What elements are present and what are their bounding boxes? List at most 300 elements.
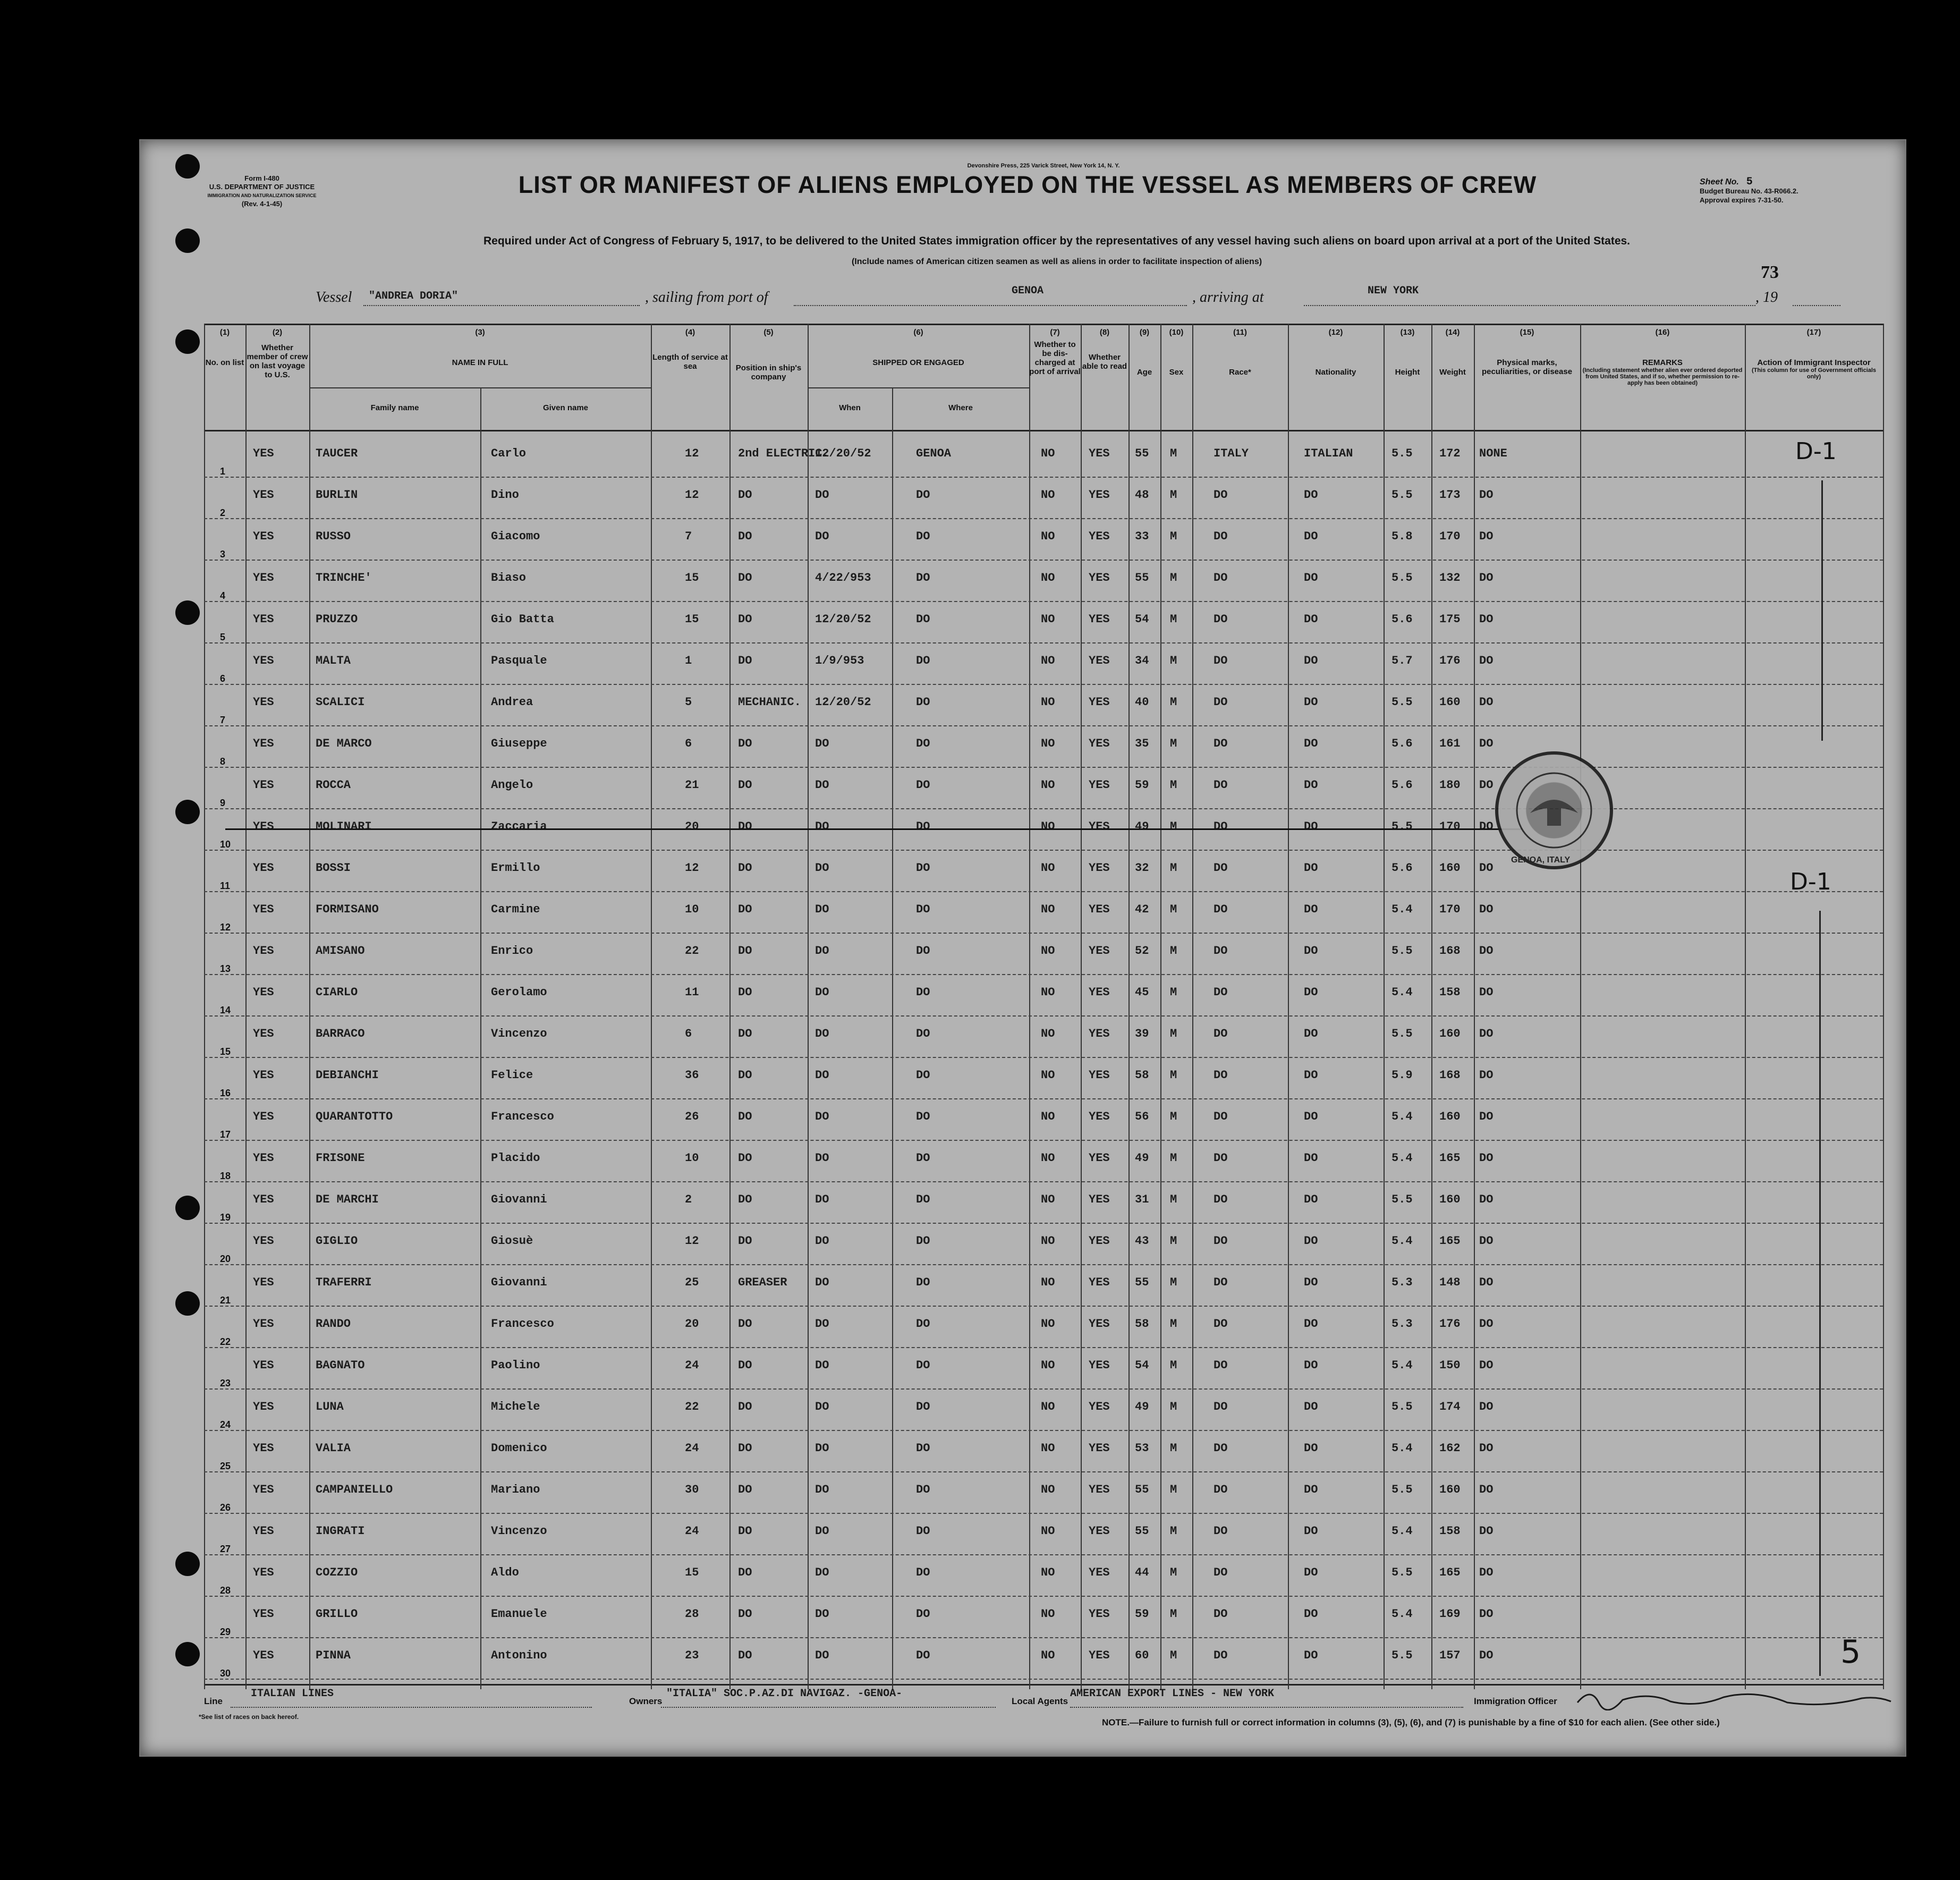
height-cell: 5.7 (1391, 654, 1413, 667)
nationality-cell: DO (1304, 820, 1318, 833)
race-cell: DO (1214, 986, 1228, 999)
position-cell: DO (738, 778, 752, 792)
where-cell: DO (916, 778, 930, 792)
position-cell: DO (738, 1069, 752, 1082)
table-row (204, 808, 1883, 850)
line-value: ITALIAN LINES (251, 1688, 334, 1700)
line-label: Line (204, 1696, 223, 1706)
table-row (204, 891, 1883, 933)
age-cell: 55 (1135, 571, 1149, 585)
weight-cell: 165 (1439, 1234, 1461, 1248)
when-cell: DO (815, 1234, 829, 1248)
when-cell: DO (815, 737, 829, 750)
given-name-cell: Vincenzo (491, 1027, 547, 1040)
sex-cell: M (1170, 1276, 1177, 1289)
race-cell: DO (1214, 1525, 1228, 1538)
table-row (204, 1015, 1883, 1057)
sex-cell: M (1170, 1317, 1177, 1331)
discharged-cell: NO (1041, 944, 1055, 958)
col2-header: (2) Whether member of crew on last voyage to U.S. (247, 328, 308, 379)
marks-cell: DO (1479, 1027, 1494, 1040)
crew-cell: YES (253, 861, 274, 875)
service-cell: 1 (685, 654, 692, 667)
position-cell: DO (738, 1359, 752, 1372)
marks-cell: DO (1479, 1317, 1494, 1331)
where-cell: DO (916, 571, 930, 585)
where-cell: DO (916, 1525, 930, 1538)
read-cell: YES (1089, 820, 1110, 833)
table-row (204, 477, 1883, 518)
family-name-cell: DEBIANCHI (316, 1069, 379, 1082)
read-cell: YES (1089, 1607, 1110, 1621)
table-row (204, 1098, 1883, 1140)
col17-header: (17) Action of Immigrant Inspector (This column for use of Government officials only) (1751, 328, 1877, 380)
weight-cell: 158 (1439, 1525, 1461, 1538)
col3-header: (3) NAME IN FULL (452, 328, 508, 367)
where-cell: DO (916, 820, 930, 833)
weight-cell: 175 (1439, 613, 1461, 626)
service-cell: 24 (685, 1442, 699, 1455)
sex-cell: M (1170, 820, 1177, 833)
discharged-cell: NO (1041, 1193, 1055, 1206)
punch-hole (175, 600, 200, 625)
service-cell: 24 (685, 1525, 699, 1538)
read-cell: YES (1089, 1317, 1110, 1331)
eagle-seal-icon (1498, 755, 1610, 866)
table-row (204, 1513, 1883, 1554)
discharged-cell: NO (1041, 654, 1055, 667)
age-cell: 34 (1135, 654, 1149, 667)
family-name-cell: GIGLIO (316, 1234, 358, 1248)
race-cell: DO (1214, 737, 1228, 750)
age-cell: 58 (1135, 1317, 1149, 1331)
when-cell: 12/20/52 (815, 613, 871, 626)
weight-cell: 132 (1439, 571, 1461, 585)
crew-cell: YES (253, 696, 274, 709)
when-cell: DO (815, 1276, 829, 1289)
read-cell: YES (1089, 1069, 1110, 1082)
when-cell: 12/20/52 (815, 447, 871, 460)
given-name-cell: Emanuele (491, 1607, 547, 1621)
discharged-cell: NO (1041, 903, 1055, 916)
table-row (204, 518, 1883, 560)
manifest-page (139, 139, 1906, 1757)
given-name-cell: Gerolamo (491, 986, 547, 999)
crew-cell: YES (253, 1193, 274, 1206)
nationality-cell: DO (1304, 1649, 1318, 1662)
marks-cell: DO (1479, 1234, 1494, 1248)
col16-header: (16) REMARKS (Including statement whether alien ever ordered deported from United States, and if so, whether permission to re-apply has been obtained) (1582, 328, 1743, 386)
when-cell: DO (815, 1649, 829, 1662)
position-cell: DO (738, 1525, 752, 1538)
row-number: 2 (220, 507, 226, 518)
inclusion-note: (Include names of American citizen seamen as well as aliens in order to facilitate inspection of aliens) (851, 257, 1262, 266)
given-name-cell: Francesco (491, 1110, 554, 1123)
owners-label: Owners (629, 1696, 663, 1706)
height-cell: 5.5 (1391, 488, 1413, 502)
crew-cell: YES (253, 1027, 274, 1040)
marks-cell: DO (1479, 1359, 1494, 1372)
race-cell: DO (1214, 903, 1228, 916)
weight-cell: 161 (1439, 737, 1461, 750)
where-cell: DO (916, 1442, 930, 1455)
read-cell: YES (1089, 696, 1110, 709)
read-cell: YES (1089, 1649, 1110, 1662)
sex-cell: M (1170, 903, 1177, 916)
family-name-cell: MALTA (316, 654, 351, 667)
nationality-cell: DO (1304, 696, 1318, 709)
row-number: 28 (220, 1585, 231, 1596)
where-cell: DO (916, 1151, 930, 1165)
discharged-cell: NO (1041, 778, 1055, 792)
when-cell: DO (815, 488, 829, 502)
height-cell: 5.5 (1391, 1027, 1413, 1040)
arriving-label: , arriving at (1192, 289, 1264, 306)
family-name-cell: AMISANO (316, 944, 365, 958)
position-cell: DO (738, 654, 752, 667)
height-cell: 5.3 (1391, 1276, 1413, 1289)
service-cell: 24 (685, 1359, 699, 1372)
where-cell: DO (916, 613, 930, 626)
form-identification (196, 174, 328, 208)
weight-cell: 173 (1439, 488, 1461, 502)
sex-cell: M (1170, 654, 1177, 667)
service-cell: 30 (685, 1483, 699, 1496)
nationality-cell: DO (1304, 944, 1318, 958)
family-name-cell: FORMISANO (316, 903, 379, 916)
sex-cell: M (1170, 1525, 1177, 1538)
given-name-cell: Paolino (491, 1359, 540, 1372)
family-name-cell: PINNA (316, 1649, 351, 1662)
where-cell: DO (916, 1027, 930, 1040)
family-name-cell: BARRACO (316, 1027, 365, 1040)
nationality-cell: ITALIAN (1304, 447, 1353, 460)
given-name-cell: Placido (491, 1151, 540, 1165)
position-cell: DO (738, 1193, 752, 1206)
nationality-cell: DO (1304, 1359, 1318, 1372)
discharged-cell: NO (1041, 1151, 1055, 1165)
service-cell: 20 (685, 820, 699, 833)
crew-cell: YES (253, 778, 274, 792)
agents-label: Local Agents (1012, 1696, 1068, 1706)
bracket-line-bottom (1819, 911, 1821, 1676)
family-name-cell: PRUZZO (316, 613, 358, 626)
marks-cell: DO (1479, 696, 1494, 709)
service-cell: 12 (685, 861, 699, 875)
given-name-cell: Gio Batta (491, 613, 554, 626)
sex-cell: M (1170, 1069, 1177, 1082)
discharged-cell: NO (1041, 1483, 1055, 1496)
discharged-cell: NO (1041, 986, 1055, 999)
nationality-cell: DO (1304, 1151, 1318, 1165)
position-cell: DO (738, 1027, 752, 1040)
service-cell: 26 (685, 1110, 699, 1123)
age-cell: 40 (1135, 696, 1149, 709)
weight-cell: 160 (1439, 1193, 1461, 1206)
weight-cell: 169 (1439, 1607, 1461, 1621)
row-number: 23 (220, 1378, 231, 1388)
punch-hole (175, 228, 200, 253)
row-number: 12 (220, 922, 231, 933)
service-cell: 25 (685, 1276, 699, 1289)
read-cell: YES (1089, 447, 1110, 460)
nationality-cell: DO (1304, 1442, 1318, 1455)
nationality-cell: DO (1304, 530, 1318, 543)
position-cell: DO (738, 1649, 752, 1662)
row-number: 9 (220, 798, 226, 808)
given-name-cell: Andrea (491, 696, 533, 709)
sex-cell: M (1170, 737, 1177, 750)
marks-cell: DO (1479, 1069, 1494, 1082)
read-cell: YES (1089, 903, 1110, 916)
weight-cell: 150 (1439, 1359, 1461, 1372)
given-name-cell: Antonino (491, 1649, 547, 1662)
row-number: 1 (220, 466, 226, 477)
given-name-cell: Giosuè (491, 1234, 533, 1248)
service-cell: 12 (685, 488, 699, 502)
family-name-cell: RUSSO (316, 530, 351, 543)
weight-cell: 162 (1439, 1442, 1461, 1455)
sex-cell: M (1170, 1400, 1177, 1413)
table-row (204, 601, 1883, 642)
punch-hole (175, 329, 200, 354)
read-cell: YES (1089, 1442, 1110, 1455)
position-cell: DO (738, 986, 752, 999)
read-cell: YES (1089, 530, 1110, 543)
age-cell: 44 (1135, 1566, 1149, 1579)
discharged-cell: NO (1041, 1317, 1055, 1331)
handwritten-page-number: 73 (1761, 262, 1779, 282)
discharged-cell: NO (1041, 1110, 1055, 1123)
nationality-cell: DO (1304, 571, 1318, 585)
where-cell: DO (916, 654, 930, 667)
weight-cell: 160 (1439, 1110, 1461, 1123)
family-name-cell: BOSSI (316, 861, 351, 875)
table-row (204, 933, 1883, 974)
service-cell: 22 (685, 1400, 699, 1413)
family-name-cell: BURLIN (316, 488, 358, 502)
sex-cell: M (1170, 1027, 1177, 1040)
read-cell: YES (1089, 1525, 1110, 1538)
sheet-info (1700, 177, 1891, 205)
legal-requirement: Required under Act of Congress of February 5, 1917, to be delivered to the United States immigration officer by the representatives of any vessel having such aliens on board upon arrival at a port of the United States. (483, 235, 1631, 247)
discharged-cell: NO (1041, 1607, 1055, 1621)
when-cell: DO (815, 820, 829, 833)
age-cell: 54 (1135, 1359, 1149, 1372)
crew-cell: YES (253, 1525, 274, 1538)
given-name-cell: Francesco (491, 1317, 554, 1331)
marks-cell: DO (1479, 737, 1494, 750)
col11-header: (11) Race* (1229, 328, 1251, 377)
given-name-cell: Ermillo (491, 861, 540, 875)
marks-cell: DO (1479, 1566, 1494, 1579)
col5-header: (5) Position in ship's company (735, 328, 802, 382)
table-row (204, 1554, 1883, 1596)
read-cell: YES (1089, 571, 1110, 585)
height-cell: 5.5 (1391, 1400, 1413, 1413)
family-name-cell: TRAFERRI (316, 1276, 372, 1289)
table-row (204, 684, 1883, 725)
weight-cell: 160 (1439, 861, 1461, 875)
family-name-cell: CAMPANIELLO (316, 1483, 393, 1496)
when-cell: DO (815, 1317, 829, 1331)
budget-bureau: Budget Bureau No. 43-R066.2. (1700, 187, 1798, 195)
height-cell: 5.4 (1391, 1234, 1413, 1248)
height-cell: 5.8 (1391, 530, 1413, 543)
sex-cell: M (1170, 1442, 1177, 1455)
row-number: 14 (220, 1005, 231, 1015)
crew-cell: YES (253, 571, 274, 585)
race-cell: DO (1214, 1234, 1228, 1248)
given-name-cell: Carlo (491, 447, 527, 460)
nationality-cell: DO (1304, 1566, 1318, 1579)
race-cell: DO (1214, 1151, 1228, 1165)
sex-cell: M (1170, 1110, 1177, 1123)
col4-header: (4) Length of service at sea (652, 328, 728, 371)
race-cell: DO (1214, 1566, 1228, 1579)
weight-cell: 176 (1439, 654, 1461, 667)
where-cell: DO (916, 1566, 930, 1579)
read-cell: YES (1089, 488, 1110, 502)
service-cell: 21 (685, 778, 699, 792)
position-cell: DO (738, 1483, 752, 1496)
nationality-cell: DO (1304, 1276, 1318, 1289)
service-cell: 28 (685, 1607, 699, 1621)
height-cell: 5.6 (1391, 778, 1413, 792)
when-cell: 4/22/953 (815, 571, 871, 585)
family-name-cell: TAUCER (316, 447, 358, 460)
crew-cell: YES (253, 1359, 274, 1372)
sex-cell: M (1170, 488, 1177, 502)
given-name-cell: Carmine (491, 903, 540, 916)
read-cell: YES (1089, 1193, 1110, 1206)
nationality-cell: DO (1304, 654, 1318, 667)
col7-header: (7) Whether to be dis-charged at port of arrival (1029, 328, 1081, 376)
row-number: 27 (220, 1544, 231, 1554)
where-cell: DO (916, 696, 930, 709)
service-cell: 6 (685, 1027, 692, 1040)
row-number: 29 (220, 1627, 231, 1637)
family-name-cell: COZZIO (316, 1566, 358, 1579)
when-cell: DO (815, 903, 829, 916)
marks-cell: DO (1479, 1525, 1494, 1538)
family-name-cell: FRISONE (316, 1151, 365, 1165)
col1-header: (1) No. on list (205, 328, 244, 367)
sheet-number: 5 (1746, 176, 1753, 188)
given-name-cell: Giuseppe (491, 737, 547, 750)
nationality-cell: DO (1304, 1193, 1318, 1206)
crew-cell: YES (253, 1607, 274, 1621)
position-cell: DO (738, 488, 752, 502)
crew-cell: YES (253, 1110, 274, 1123)
position-cell: DO (738, 1566, 752, 1579)
height-cell: 5.5 (1391, 1649, 1413, 1662)
where-cell: DO (916, 1317, 930, 1331)
height-cell: 5.6 (1391, 861, 1413, 875)
discharged-cell: NO (1041, 1400, 1055, 1413)
bracket-line-top (1821, 480, 1823, 741)
row-number: 16 (220, 1088, 231, 1098)
age-cell: 55 (1135, 447, 1149, 460)
sex-cell: M (1170, 696, 1177, 709)
service-cell: 22 (685, 944, 699, 958)
where-cell: DO (916, 737, 930, 750)
discharged-cell: NO (1041, 613, 1055, 626)
handwritten-d1-top: D-1 (1795, 438, 1837, 465)
row-number: 20 (220, 1254, 231, 1264)
given-name-cell: Pasquale (491, 654, 547, 667)
table-row (204, 1306, 1883, 1347)
height-cell: 5.5 (1391, 571, 1413, 585)
position-cell: GREASER (738, 1276, 787, 1289)
family-name-cell: VALIA (316, 1442, 351, 1455)
age-cell: 31 (1135, 1193, 1149, 1206)
weight-cell: 168 (1439, 944, 1461, 958)
nationality-cell: DO (1304, 613, 1318, 626)
table-row (204, 974, 1883, 1015)
read-cell: YES (1089, 986, 1110, 999)
given-name-cell: Giovanni (491, 1276, 547, 1289)
discharged-cell: NO (1041, 488, 1055, 502)
service-cell: 15 (685, 571, 699, 585)
table-row (204, 1057, 1883, 1098)
service-cell: 10 (685, 903, 699, 916)
crew-cell: YES (253, 613, 274, 626)
officer-label: Immigration Officer (1474, 1696, 1557, 1706)
discharged-cell: NO (1041, 1276, 1055, 1289)
position-cell: DO (738, 530, 752, 543)
penalty-note: NOTE.—Failure to furnish full or correct information in columns (3), (5), (6), and (7) is punishable by a fine of $10 for each alien. (See other side.) (1102, 1717, 1720, 1727)
nationality-cell: DO (1304, 903, 1318, 916)
read-cell: YES (1089, 1027, 1110, 1040)
position-cell: DO (738, 1110, 752, 1123)
read-cell: YES (1089, 737, 1110, 750)
age-cell: 35 (1135, 737, 1149, 750)
marks-cell: DO (1479, 820, 1494, 833)
weight-cell: 160 (1439, 696, 1461, 709)
marks-cell: DO (1479, 778, 1494, 792)
nationality-cell: DO (1304, 861, 1318, 875)
row-number: 5 (220, 632, 226, 642)
crew-cell: YES (253, 903, 274, 916)
year-label: , 19 (1755, 289, 1778, 306)
nationality-cell: DO (1304, 1110, 1318, 1123)
when-cell: DO (815, 1110, 829, 1123)
vessel-line (316, 285, 1883, 310)
family-name-cell: BAGNATO (316, 1359, 365, 1372)
table-row (204, 725, 1883, 767)
height-cell: 5.4 (1391, 1607, 1413, 1621)
table-row (204, 1347, 1883, 1388)
where-cell: DO (916, 1649, 930, 1662)
weight-cell: 170 (1439, 530, 1461, 543)
race-cell: DO (1214, 1110, 1228, 1123)
discharged-cell: NO (1041, 447, 1055, 460)
read-cell: YES (1089, 1359, 1110, 1372)
height-cell: 5.9 (1391, 1069, 1413, 1082)
crew-cell: YES (253, 986, 274, 999)
row-number: 25 (220, 1461, 231, 1471)
age-cell: 49 (1135, 820, 1149, 833)
race-cell: DO (1214, 654, 1228, 667)
sailing-label: , sailing from port of (645, 289, 768, 306)
height-cell: 5.5 (1391, 1483, 1413, 1496)
marks-cell: DO (1479, 488, 1494, 502)
height-cell: 5.4 (1391, 1442, 1413, 1455)
table-row (204, 1471, 1883, 1513)
family-name-cell: ROCCA (316, 778, 351, 792)
where-cell: DO (916, 1276, 930, 1289)
